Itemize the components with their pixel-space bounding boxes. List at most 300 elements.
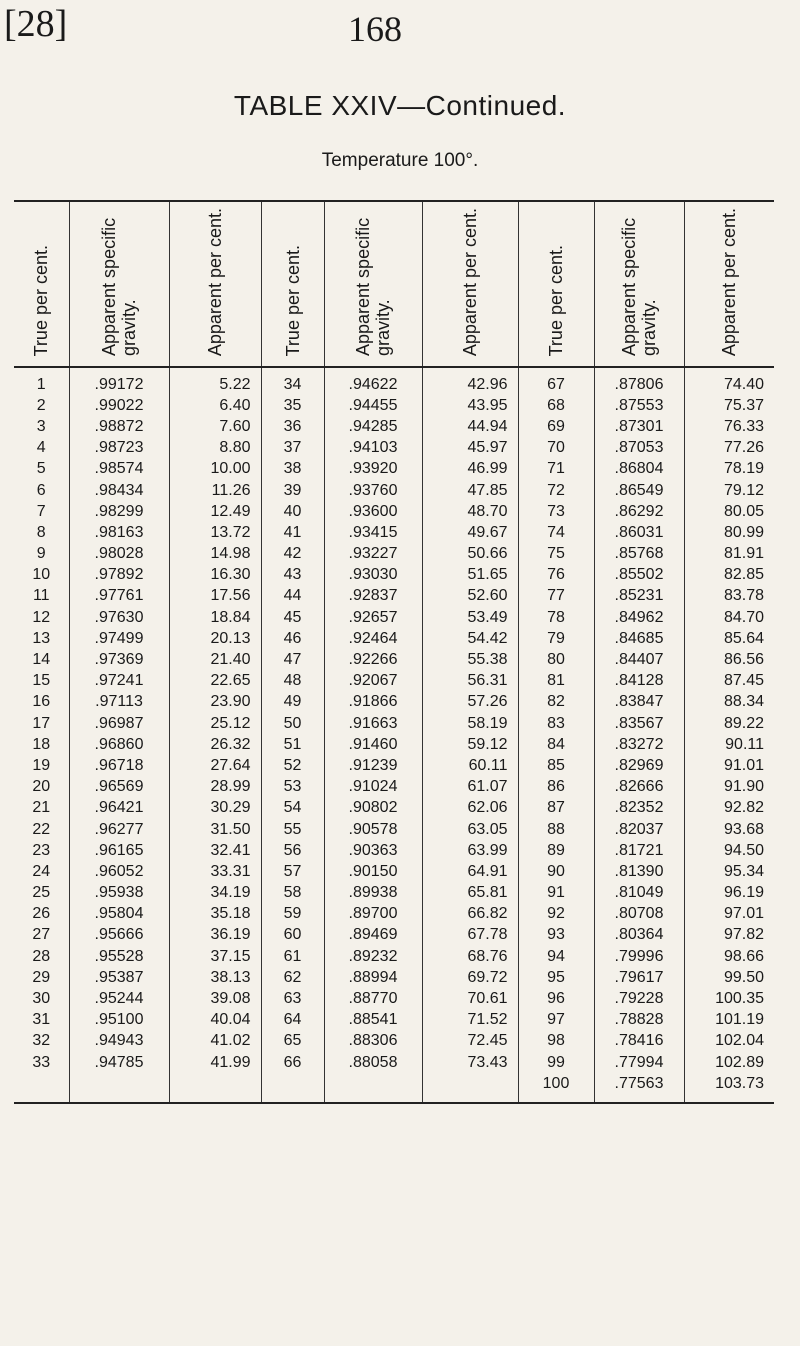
cell-apparent-percent: 87.45 [684,671,774,692]
cell-true-percent: 21 [32,799,51,817]
table-row [14,819,774,840]
cell-true-percent: 78 [518,607,594,628]
cell-apparent-percent: 95.34 [684,861,774,882]
cell-apparent-percent: 96.19 [684,883,774,904]
cell-apparent-gravity: .97630 [69,607,169,628]
cell-apparent-gravity: .92837 [324,586,422,607]
table-row [14,544,774,565]
cell-apparent-percent: 57.26 [422,692,518,713]
cell-true-percent: 86 [518,777,594,798]
cell-apparent-percent: 39.08 [169,988,261,1009]
cell-apparent-gravity: .86804 [594,459,684,480]
cell-apparent-percent: 11.26 [169,480,261,501]
cell-apparent-percent: 89.22 [684,713,774,734]
cell-true-percent: 94 [518,946,594,967]
cell-apparent-percent: 69.72 [422,967,518,988]
cell-true-percent: 19 [32,756,51,774]
cell-true-percent: 72 [518,480,594,501]
cell-true-percent: 26 [32,905,51,923]
cell-apparent-percent: 58.19 [422,713,518,734]
cell-true-percent: 13 [32,629,51,647]
cell-apparent-percent: 46.99 [422,459,518,480]
cell-apparent-gravity: .84685 [594,628,684,649]
cell-true-percent: 66 [261,1052,324,1073]
cell-true-percent: 34 [261,367,324,395]
cell-apparent-percent: 45.97 [422,438,518,459]
cell-apparent-gravity: .92657 [324,607,422,628]
cell-true-percent: 24 [32,862,51,880]
cell-apparent-percent: 20.13 [169,628,261,649]
cell-apparent-gravity: .97241 [69,671,169,692]
cell-apparent-gravity: .98163 [69,522,169,543]
table-row [14,459,774,480]
cell-apparent-gravity: .79228 [594,988,684,1009]
cell-true-percent: 31 [32,1011,51,1029]
cell-true-percent: 63 [261,988,324,1009]
cell-apparent-gravity: .94943 [69,1031,169,1052]
cell-true-percent: 2 [36,396,46,414]
cell-apparent-percent: 102.04 [684,1031,774,1052]
cell-apparent-percent: 64.91 [422,861,518,882]
cell-apparent-gravity: .91663 [324,713,422,734]
cell-true-percent [261,1073,324,1103]
cell-true-percent: 62 [261,967,324,988]
header-apparent-percent: Apparent per cent. [422,201,518,367]
cell-apparent-percent: 93.68 [684,819,774,840]
cell-true-percent: 5 [36,460,46,478]
cell-apparent-gravity: .77994 [594,1052,684,1073]
cell-apparent-gravity: .89469 [324,925,422,946]
cell-apparent-gravity: .96718 [69,755,169,776]
cell-apparent-percent: 22.65 [169,671,261,692]
cell-apparent-gravity: .97369 [69,649,169,670]
cell-true-percent: 29 [32,968,51,986]
cell-true-percent: 53 [261,777,324,798]
cell-apparent-gravity: .98723 [69,438,169,459]
cell-true-percent: 65 [261,1031,324,1052]
cell-apparent-percent: 31.50 [169,819,261,840]
cell-apparent-gravity: .95387 [69,967,169,988]
table-row [14,1010,774,1031]
cell-apparent-gravity: .78416 [594,1031,684,1052]
cell-apparent-percent: 101.19 [684,1010,774,1031]
cell-apparent-percent: 77.26 [684,438,774,459]
cell-true-percent: 51 [261,734,324,755]
cell-apparent-percent: 30.29 [169,798,261,819]
cell-apparent-gravity: .95666 [69,925,169,946]
table-row [14,628,774,649]
cell-apparent-percent: 88.34 [684,692,774,713]
cell-apparent-gravity: .89232 [324,946,422,967]
cell-true-percent: 93 [518,925,594,946]
specific-gravity-table [14,200,774,1104]
table-row [14,988,774,1009]
cell-apparent-percent: 97.82 [684,925,774,946]
cell-apparent-percent: 63.99 [422,840,518,861]
cell-apparent-percent: 99.50 [684,967,774,988]
cell-apparent-percent: 42.96 [422,367,518,395]
cell-apparent-percent: 5.22 [169,367,261,395]
cell-apparent-gravity: .98872 [69,416,169,437]
cell-true-percent: 49 [261,692,324,713]
cell-true-percent: 12 [32,608,51,626]
cell-apparent-gravity: .92464 [324,628,422,649]
cell-true-percent: 88 [518,819,594,840]
cell-true-percent: 82 [518,692,594,713]
cell-true-percent: 90 [518,861,594,882]
cell-apparent-percent: 7.60 [169,416,261,437]
cell-apparent-gravity: .98434 [69,480,169,501]
cell-apparent-percent [169,1073,261,1103]
header-apparent-percent: Apparent per cent. [684,201,774,367]
cell-apparent-percent: 48.70 [422,501,518,522]
cell-apparent-gravity: .96165 [69,840,169,861]
header-apparent-gravity: Apparent specific gravity. [594,201,684,367]
cell-true-percent: 46 [261,628,324,649]
cell-apparent-gravity: .86292 [594,501,684,522]
cell-apparent-gravity: .91866 [324,692,422,713]
cell-apparent-gravity: .98028 [69,544,169,565]
cell-true-percent [14,1073,69,1103]
cell-apparent-percent: 73.43 [422,1052,518,1073]
cell-apparent-gravity: .90150 [324,861,422,882]
cell-apparent-gravity: .82037 [594,819,684,840]
cell-apparent-gravity: .96052 [69,861,169,882]
cell-apparent-gravity: .97499 [69,628,169,649]
table-row [14,501,774,522]
cell-apparent-percent: 80.99 [684,522,774,543]
cell-apparent-gravity [324,1073,422,1103]
cell-apparent-percent: 71.52 [422,1010,518,1031]
cell-true-percent: 69 [518,416,594,437]
cell-apparent-gravity: .93760 [324,480,422,501]
cell-apparent-percent: 91.90 [684,777,774,798]
cell-true-percent: 33 [32,1053,51,1071]
cell-apparent-percent: 67.78 [422,925,518,946]
cell-true-percent: 3 [36,417,46,435]
table-row [14,367,774,395]
table-row [14,480,774,501]
cell-true-percent: 39 [261,480,324,501]
cell-apparent-gravity: .93600 [324,501,422,522]
cell-apparent-percent: 18.84 [169,607,261,628]
cell-apparent-gravity: .84962 [594,607,684,628]
table-row [14,565,774,586]
header-apparent-percent: Apparent per cent. [169,201,261,367]
cell-apparent-percent: 35.18 [169,904,261,925]
cell-apparent-percent: 37.15 [169,946,261,967]
cell-apparent-gravity: .84128 [594,671,684,692]
cell-apparent-gravity: .91460 [324,734,422,755]
cell-apparent-percent: 38.13 [169,967,261,988]
cell-true-percent: 48 [261,671,324,692]
cell-true-percent: 35 [261,395,324,416]
cell-apparent-gravity: .95528 [69,946,169,967]
cell-apparent-gravity: .92266 [324,649,422,670]
table-row [14,692,774,713]
cell-apparent-gravity: .99172 [69,367,169,395]
table-row [14,755,774,776]
cell-true-percent: 30 [32,990,51,1008]
cell-apparent-gravity: .85231 [594,586,684,607]
cell-apparent-gravity [69,1073,169,1103]
cell-true-percent: 71 [518,459,594,480]
cell-true-percent: 68 [518,395,594,416]
cell-apparent-percent: 70.61 [422,988,518,1009]
cell-true-percent: 42 [261,544,324,565]
cell-true-percent: 54 [261,798,324,819]
cell-apparent-percent: 76.33 [684,416,774,437]
table-row [14,1073,774,1103]
cell-apparent-percent: 78.19 [684,459,774,480]
cell-true-percent: 70 [518,438,594,459]
cell-apparent-gravity: .94455 [324,395,422,416]
cell-apparent-gravity: .96569 [69,777,169,798]
cell-apparent-percent: 90.11 [684,734,774,755]
cell-apparent-percent: 40.04 [169,1010,261,1031]
cell-apparent-percent: 36.19 [169,925,261,946]
cell-apparent-percent: 43.95 [422,395,518,416]
cell-apparent-percent: 16.30 [169,565,261,586]
cell-apparent-gravity: .90802 [324,798,422,819]
cell-apparent-gravity: .93415 [324,522,422,543]
cell-true-percent: 6 [36,481,46,499]
table-row [14,734,774,755]
cell-apparent-percent: 53.49 [422,607,518,628]
cell-apparent-gravity: .83272 [594,734,684,755]
cell-apparent-gravity: .77563 [594,1073,684,1103]
cell-true-percent: 22 [32,820,51,838]
cell-true-percent: 16 [32,693,51,711]
cell-apparent-gravity: .82969 [594,755,684,776]
cell-apparent-percent: 27.64 [169,755,261,776]
cell-apparent-percent: 34.19 [169,883,261,904]
table-row [14,649,774,670]
cell-apparent-percent: 6.40 [169,395,261,416]
cell-true-percent: 74 [518,522,594,543]
cell-apparent-percent: 61.07 [422,777,518,798]
table-row [14,861,774,882]
cell-apparent-gravity: .96987 [69,713,169,734]
table-row [14,777,774,798]
cell-apparent-gravity: .98574 [69,459,169,480]
cell-apparent-gravity: .88994 [324,967,422,988]
cell-apparent-gravity: .93030 [324,565,422,586]
table-row [14,586,774,607]
cell-apparent-gravity: .81049 [594,883,684,904]
cell-apparent-percent: 32.41 [169,840,261,861]
cell-true-percent: 27 [32,926,51,944]
cell-apparent-percent: 21.40 [169,649,261,670]
cell-true-percent: 28 [32,947,51,965]
cell-true-percent: 76 [518,565,594,586]
cell-apparent-gravity: .88541 [324,1010,422,1031]
cell-true-percent: 98 [518,1031,594,1052]
cell-true-percent: 52 [261,755,324,776]
cell-true-percent: 25 [32,884,51,902]
cell-apparent-gravity: .84407 [594,649,684,670]
cell-apparent-percent: 74.40 [684,367,774,395]
cell-true-percent: 79 [518,628,594,649]
cell-apparent-gravity: .96860 [69,734,169,755]
cell-true-percent: 45 [261,607,324,628]
table-row [14,967,774,988]
cell-apparent-percent: 33.31 [169,861,261,882]
cell-apparent-gravity: .80364 [594,925,684,946]
cell-true-percent: 44 [261,586,324,607]
cell-apparent-percent: 103.73 [684,1073,774,1103]
cell-apparent-gravity: .90578 [324,819,422,840]
cell-true-percent: 50 [261,713,324,734]
cell-true-percent: 67 [518,367,594,395]
cell-apparent-gravity: .93227 [324,544,422,565]
cell-true-percent: 75 [518,544,594,565]
cell-true-percent: 7 [36,502,46,520]
cell-apparent-percent: 25.12 [169,713,261,734]
cell-apparent-gravity: .98299 [69,501,169,522]
cell-apparent-percent: 72.45 [422,1031,518,1052]
cell-apparent-percent: 66.82 [422,904,518,925]
table-row [14,1052,774,1073]
cell-apparent-percent: 80.05 [684,501,774,522]
cell-apparent-gravity: .87301 [594,416,684,437]
cell-apparent-percent: 94.50 [684,840,774,861]
cell-apparent-gravity: .94622 [324,367,422,395]
header-apparent-gravity: Apparent specific gravity. [69,201,169,367]
cell-apparent-gravity: .89938 [324,883,422,904]
cell-true-percent: 17 [32,714,51,732]
cell-apparent-gravity: .85502 [594,565,684,586]
cell-apparent-percent: 81.91 [684,544,774,565]
table-row [14,522,774,543]
cell-apparent-gravity: .93920 [324,459,422,480]
cell-apparent-percent: 49.67 [422,522,518,543]
cell-apparent-percent: 52.60 [422,586,518,607]
page-number: 168 [348,9,402,49]
table-row [14,713,774,734]
cell-true-percent: 81 [518,671,594,692]
cell-true-percent: 83 [518,713,594,734]
cell-apparent-gravity: .88770 [324,988,422,1009]
cell-apparent-gravity: .97761 [69,586,169,607]
cell-apparent-percent: 12.49 [169,501,261,522]
table-row [14,946,774,967]
cell-true-percent: 80 [518,649,594,670]
cell-apparent-percent: 28.99 [169,777,261,798]
cell-apparent-percent: 86.56 [684,649,774,670]
cell-apparent-gravity: .97892 [69,565,169,586]
cell-true-percent: 57 [261,861,324,882]
cell-apparent-percent: 44.94 [422,416,518,437]
cell-true-percent: 11 [32,587,50,605]
cell-apparent-percent: 98.66 [684,946,774,967]
cell-apparent-gravity: .90363 [324,840,422,861]
cell-apparent-gravity: .99022 [69,395,169,416]
cell-apparent-gravity: .79996 [594,946,684,967]
cell-true-percent: 41 [261,522,324,543]
cell-apparent-gravity: .80708 [594,904,684,925]
header-apparent-gravity: Apparent specific gravity. [324,201,422,367]
cell-apparent-gravity: .97113 [69,692,169,713]
cell-apparent-gravity: .95244 [69,988,169,1009]
cell-apparent-percent: 65.81 [422,883,518,904]
cell-apparent-gravity: .94785 [69,1052,169,1073]
cell-true-percent: 8 [36,523,46,541]
cell-apparent-percent: 8.80 [169,438,261,459]
cell-true-percent: 32 [32,1032,51,1050]
cell-true-percent: 91 [518,883,594,904]
cell-apparent-gravity: .81721 [594,840,684,861]
cell-apparent-percent: 26.32 [169,734,261,755]
cell-apparent-gravity: .96421 [69,798,169,819]
cell-apparent-percent: 97.01 [684,904,774,925]
cell-apparent-percent [422,1073,518,1103]
cell-true-percent: 15 [32,672,51,690]
cell-apparent-percent: 51.65 [422,565,518,586]
table-row [14,607,774,628]
cell-apparent-percent: 54.42 [422,628,518,649]
page-reference: [28] [4,3,68,45]
table-row [14,438,774,459]
cell-true-percent: 10 [32,566,51,584]
cell-true-percent: 59 [261,904,324,925]
cell-true-percent: 87 [518,798,594,819]
table-row [14,395,774,416]
table-row [14,416,774,437]
cell-true-percent: 36 [261,416,324,437]
cell-true-percent: 38 [261,459,324,480]
cell-apparent-percent: 91.01 [684,755,774,776]
cell-apparent-percent: 63.05 [422,819,518,840]
cell-true-percent: 95 [518,967,594,988]
cell-true-percent: 99 [518,1052,594,1073]
table-title: TABLE XXIV—Continued. [233,90,567,121]
cell-apparent-gravity: .95938 [69,883,169,904]
cell-true-percent: 47 [261,649,324,670]
cell-true-percent: 14 [32,651,51,669]
cell-apparent-percent: 47.85 [422,480,518,501]
cell-apparent-percent: 56.31 [422,671,518,692]
cell-apparent-gravity: .89700 [324,904,422,925]
cell-apparent-gravity: .95100 [69,1010,169,1031]
cell-apparent-gravity: .83847 [594,692,684,713]
header-true-percent: True per cent. [518,201,594,367]
cell-apparent-percent: 10.00 [169,459,261,480]
cell-true-percent: 1 [36,375,46,393]
cell-apparent-percent: 83.78 [684,586,774,607]
cell-apparent-percent: 60.11 [422,755,518,776]
cell-apparent-percent: 41.02 [169,1031,261,1052]
cell-true-percent: 61 [261,946,324,967]
cell-apparent-gravity: .81390 [594,861,684,882]
cell-true-percent: 97 [518,1010,594,1031]
cell-apparent-percent: 62.06 [422,798,518,819]
cell-apparent-gravity: .92067 [324,671,422,692]
cell-true-percent: 37 [261,438,324,459]
cell-apparent-gravity: .88058 [324,1052,422,1073]
cell-true-percent: 77 [518,586,594,607]
cell-apparent-percent: 84.70 [684,607,774,628]
cell-apparent-percent: 23.90 [169,692,261,713]
cell-apparent-gravity: .88306 [324,1031,422,1052]
cell-true-percent: 23 [32,841,51,859]
cell-apparent-gravity: .91239 [324,755,422,776]
cell-apparent-gravity: .91024 [324,777,422,798]
cell-apparent-percent: 92.82 [684,798,774,819]
cell-true-percent: 100 [518,1073,594,1103]
cell-apparent-gravity: .87053 [594,438,684,459]
cell-apparent-gravity: .83567 [594,713,684,734]
